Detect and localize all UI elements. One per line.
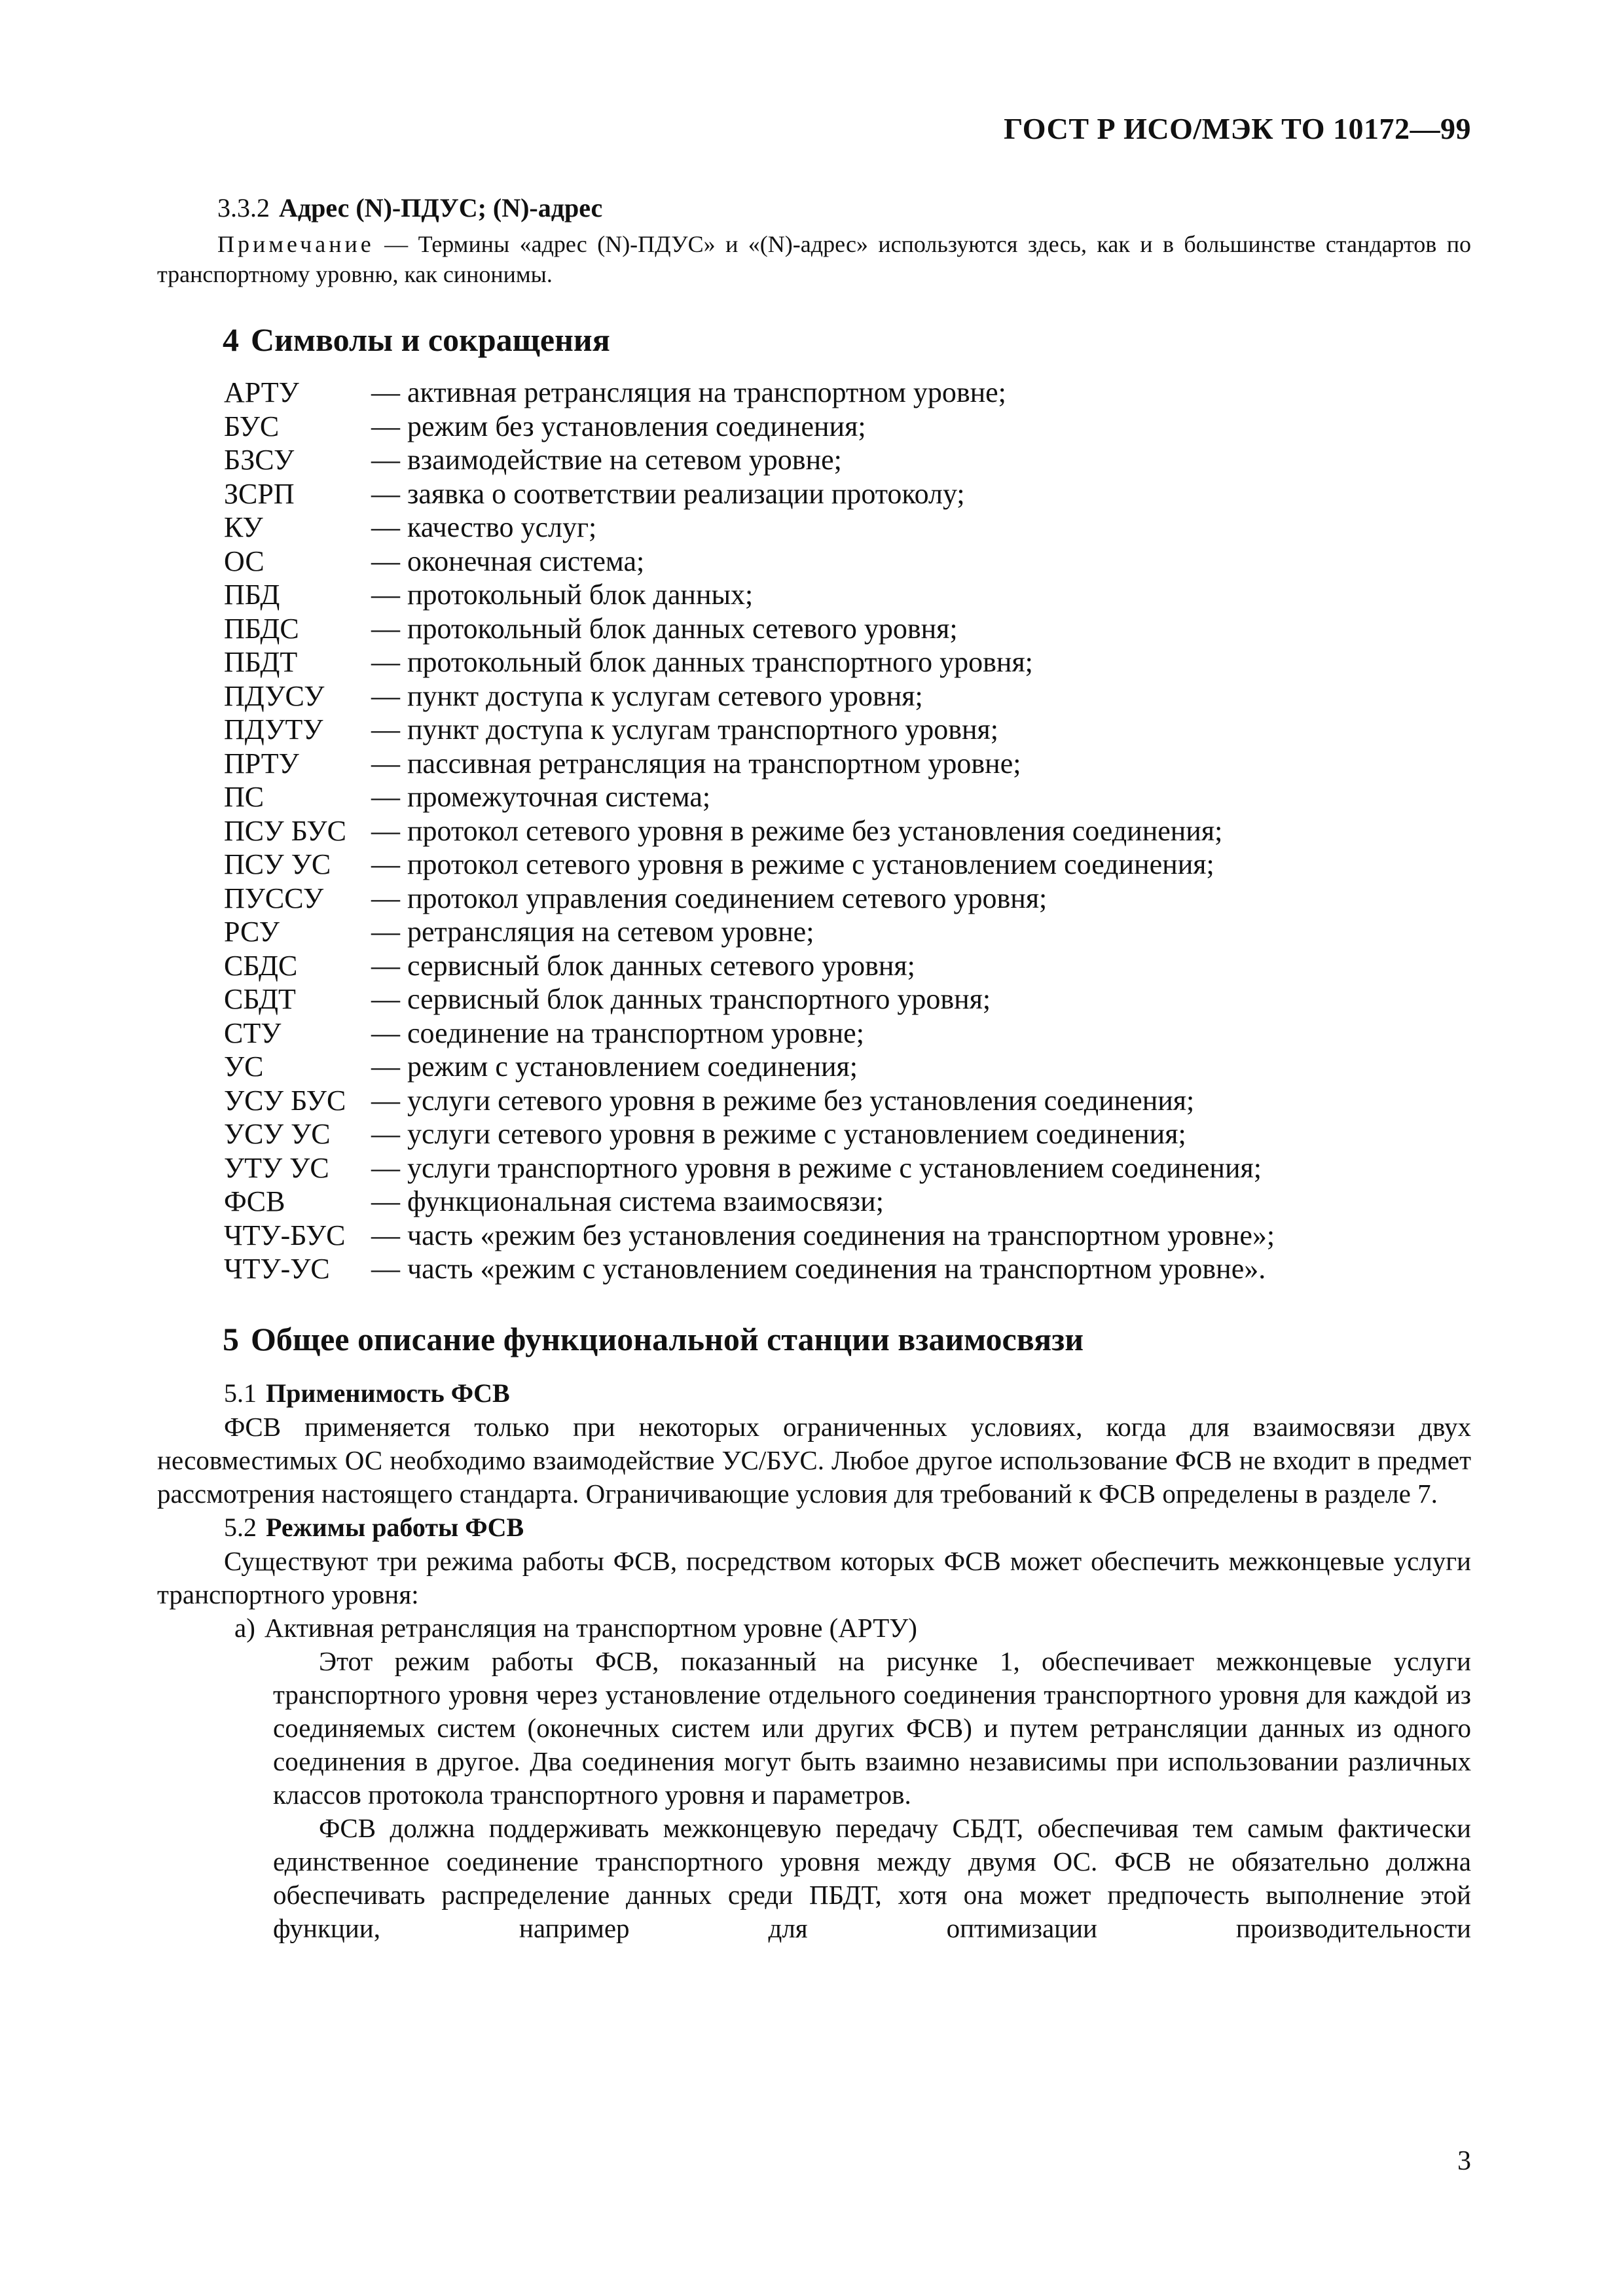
abbreviation-definition: — сервисный блок данных сетевого уровня;	[371, 949, 915, 982]
section-title: Общее описание функциональной станции взаимосвязи	[251, 1320, 1084, 1357]
abbreviation-definition: — оконечная система;	[371, 545, 645, 577]
abbreviation-definition: — услуги сетевого уровня в режиме без установления соединения;	[371, 1084, 1195, 1117]
clause-title: Адрес (N)-ПДУС; (N)-адрес	[279, 193, 603, 223]
abbreviation-row	[224, 376, 1471, 410]
abbreviation-term: ЗСРП	[224, 477, 295, 510]
abbreviation-row	[224, 679, 1471, 713]
abbreviation-row	[224, 612, 1471, 646]
abbreviation-definition: — протокольный блок данных;	[371, 579, 754, 611]
abbreviation-term: АРТУ	[224, 376, 299, 409]
abbreviation-definition: — услуги транспортного уровня в режиме с установлением соединения;	[371, 1151, 1262, 1184]
section-number: 5	[223, 1320, 239, 1357]
subclause-number: 5.2	[224, 1512, 257, 1542]
abbreviation-definition: — ретрансляция на сетевом уровне;	[371, 916, 814, 948]
subclause-5-2-text: Существуют три режима работы ФСВ, посредством которых ФСВ может обеспечить межконцевые услуги транспортного уровня:	[157, 1545, 1471, 1609]
abbreviation-definition: — функциональная система взаимосвязи;	[371, 1185, 884, 1218]
abbreviation-list	[224, 376, 1471, 1286]
abbreviation-row	[224, 1252, 1471, 1286]
abbreviation-definition: — режим с установлением соединения;	[371, 1050, 858, 1083]
abbreviation-row	[224, 1117, 1471, 1151]
subclause-5-1-text: ФСВ применяется только при некоторых ограниченных условиях, когда для взаимосвязи двух несовместимых ОС необходимо взаимодействие УС/БУС. Любое другое использование ФСВ не входит в предмет рассмотрения настоящего стандарта. Ограничивающие условия для требований к ФСВ определены в разделе 7.	[157, 1411, 1471, 1509]
list-marker: а)	[234, 1612, 255, 1643]
note-label: Примечание	[217, 231, 374, 257]
abbreviation-row	[224, 645, 1471, 679]
note-text: — Термины «адрес (N)-ПДУС» и «(N)-адрес» используются здесь, как и в большинстве стандартов по транспортному уровню, как синонимы.	[157, 231, 1471, 287]
abbreviation-row	[224, 477, 1471, 511]
page-content	[157, 190, 1471, 1945]
abbreviation-definition: — качество услуг;	[371, 511, 597, 544]
abbreviation-term: ПС	[224, 781, 264, 814]
abbreviation-row	[224, 1185, 1471, 1219]
abbreviation-term: ЧТУ-УС	[224, 1253, 330, 1285]
subclause-title: Применимость ФСВ	[266, 1378, 510, 1408]
abbreviation-term: РСУ	[224, 916, 280, 948]
abbreviation-definition: — протокол управления соединением сетевого уровня;	[371, 882, 1048, 914]
abbreviation-definition: — часть «режим без установления соединения на транспортном уровне»;	[371, 1219, 1275, 1251]
abbreviation-definition: — пассивная ретрансляция на транспортном уровне;	[371, 747, 1021, 780]
abbreviation-term: ОС	[224, 545, 264, 577]
item-a-paragraph-2: ФСВ должна поддерживать межконцевую передачу СБДТ, обеспечивая тем самым фактически единственное соединение транспортного уровня между двумя ОС. ФСВ не обязательно должна обеспечивать распределение данных среди ПБДТ, хотя она может предпочесть выполнение этой функции, например для оптимизации производительности	[273, 1812, 1471, 1943]
abbreviation-row	[224, 443, 1471, 477]
clause-3-3-2-heading	[217, 190, 1471, 226]
abbreviation-definition: — услуги сетевого уровня в режиме с установлением соединения;	[371, 1118, 1186, 1151]
abbreviation-definition: — активная ретрансляция на транспортном уровне;	[371, 376, 1006, 409]
section-5-heading	[223, 1320, 1471, 1358]
abbreviation-row	[224, 882, 1471, 916]
abbreviation-term: ФСВ	[224, 1185, 285, 1218]
abbreviation-row	[224, 747, 1471, 781]
subclause-5-2-heading	[224, 1511, 1471, 1545]
abbreviation-definition: — режим без установления соединения;	[371, 410, 866, 442]
abbreviation-row	[224, 1084, 1471, 1118]
abbreviation-row	[224, 1151, 1471, 1185]
abbreviation-term: ПУССУ	[224, 882, 324, 914]
abbreviation-term: ПБДС	[224, 612, 299, 645]
abbreviation-row	[224, 1016, 1471, 1050]
abbreviation-term: СБДТ	[224, 983, 296, 1016]
abbreviation-term: СТУ	[224, 1016, 282, 1049]
abbreviation-term: ПСУ УС	[224, 848, 331, 881]
abbreviation-term: УС	[224, 1050, 264, 1083]
abbreviation-term: ПБД	[224, 579, 280, 611]
abbreviation-row	[224, 915, 1471, 949]
abbreviation-term: УТУ УС	[224, 1151, 329, 1184]
abbreviation-definition: — протокол сетевого уровня в режиме с установлением соединения;	[371, 848, 1214, 881]
abbreviation-definition: — сервисный блок данных транспортного уровня;	[371, 983, 991, 1016]
abbreviation-row	[224, 410, 1471, 444]
section-4-heading	[223, 321, 1471, 359]
abbreviation-row	[224, 848, 1471, 882]
abbreviation-term: КУ	[224, 511, 263, 544]
subclause-5-1-heading	[224, 1376, 1471, 1410]
abbreviation-term: ЧТУ-БУС	[224, 1219, 346, 1251]
section-number: 4	[223, 321, 239, 358]
abbreviation-term: ПСУ БУС	[224, 814, 346, 847]
abbreviation-definition: — протокол сетевого уровня в режиме без установления соединения;	[371, 814, 1223, 847]
abbreviation-row	[224, 1050, 1471, 1084]
abbreviation-term: УСУ УС	[224, 1118, 331, 1151]
clause-note	[157, 229, 1471, 289]
abbreviation-row	[224, 814, 1471, 848]
list-item-a	[234, 1611, 1471, 1645]
clause-number: 3.3.2	[217, 193, 270, 223]
abbreviation-term: ПДУТУ	[224, 713, 323, 746]
subclause-title: Режимы работы ФСВ	[266, 1512, 524, 1542]
item-a-paragraph-1: Этот режим работы ФСВ, показанный на рисунке 1, обеспечивает межконцевые услуги транспортного уровня через установление отдельного соединения транспортного уровня для каждой из соединяемых систем (оконечных систем или других ФСВ) и путем ретрансляции данных из одного соединения в другое. Два соединения могут быть взаимно независимы при использовании различных классов протокола транспортного уровня и параметров.	[273, 1645, 1471, 1810]
abbreviation-definition: — протокольный блок данных транспортного уровня;	[371, 646, 1033, 679]
abbreviation-row	[224, 713, 1471, 747]
abbreviation-row	[224, 511, 1471, 545]
abbreviation-term: БЗСУ	[224, 444, 295, 476]
abbreviation-row	[224, 545, 1471, 579]
abbreviation-row	[224, 1219, 1471, 1253]
abbreviation-term: БУС	[224, 410, 280, 442]
abbreviation-row	[224, 780, 1471, 814]
abbreviation-term: ПБДТ	[224, 646, 298, 679]
abbreviation-definition: — заявка о соответствии реализации протоколу;	[371, 477, 965, 510]
abbreviation-definition: — промежуточная система;	[371, 781, 711, 814]
abbreviation-definition: — взаимодействие на сетевом уровне;	[371, 444, 842, 476]
abbreviation-definition: — пункт доступа к услугам сетевого уровня;	[371, 679, 923, 712]
abbreviation-term: УСУ БУС	[224, 1084, 346, 1117]
abbreviation-definition: — протокольный блок данных сетевого уровня;	[371, 612, 958, 645]
abbreviation-term: СБДС	[224, 949, 298, 982]
abbreviation-row	[224, 982, 1471, 1016]
list-item-title: Активная ретрансляция на транспортном уровне (АРТУ)	[264, 1612, 917, 1643]
section-title: Символы и сокращения	[251, 321, 610, 358]
abbreviation-definition: — часть «режим с установлением соединения на транспортном уровне».	[371, 1253, 1266, 1285]
abbreviation-row	[224, 578, 1471, 612]
abbreviation-row	[224, 949, 1471, 983]
abbreviation-definition: — соединение на транспортном уровне;	[371, 1016, 864, 1049]
page-number: 3	[1457, 2146, 1471, 2176]
abbreviation-term: ПРТУ	[224, 747, 299, 780]
abbreviation-term: ПДУСУ	[224, 679, 325, 712]
abbreviation-definition: — пункт доступа к услугам транспортного уровня;	[371, 713, 998, 746]
subclause-number: 5.1	[224, 1378, 257, 1408]
document-code-header: ГОСТ Р ИСО/МЭК ТО 10172—99	[1004, 112, 1471, 145]
